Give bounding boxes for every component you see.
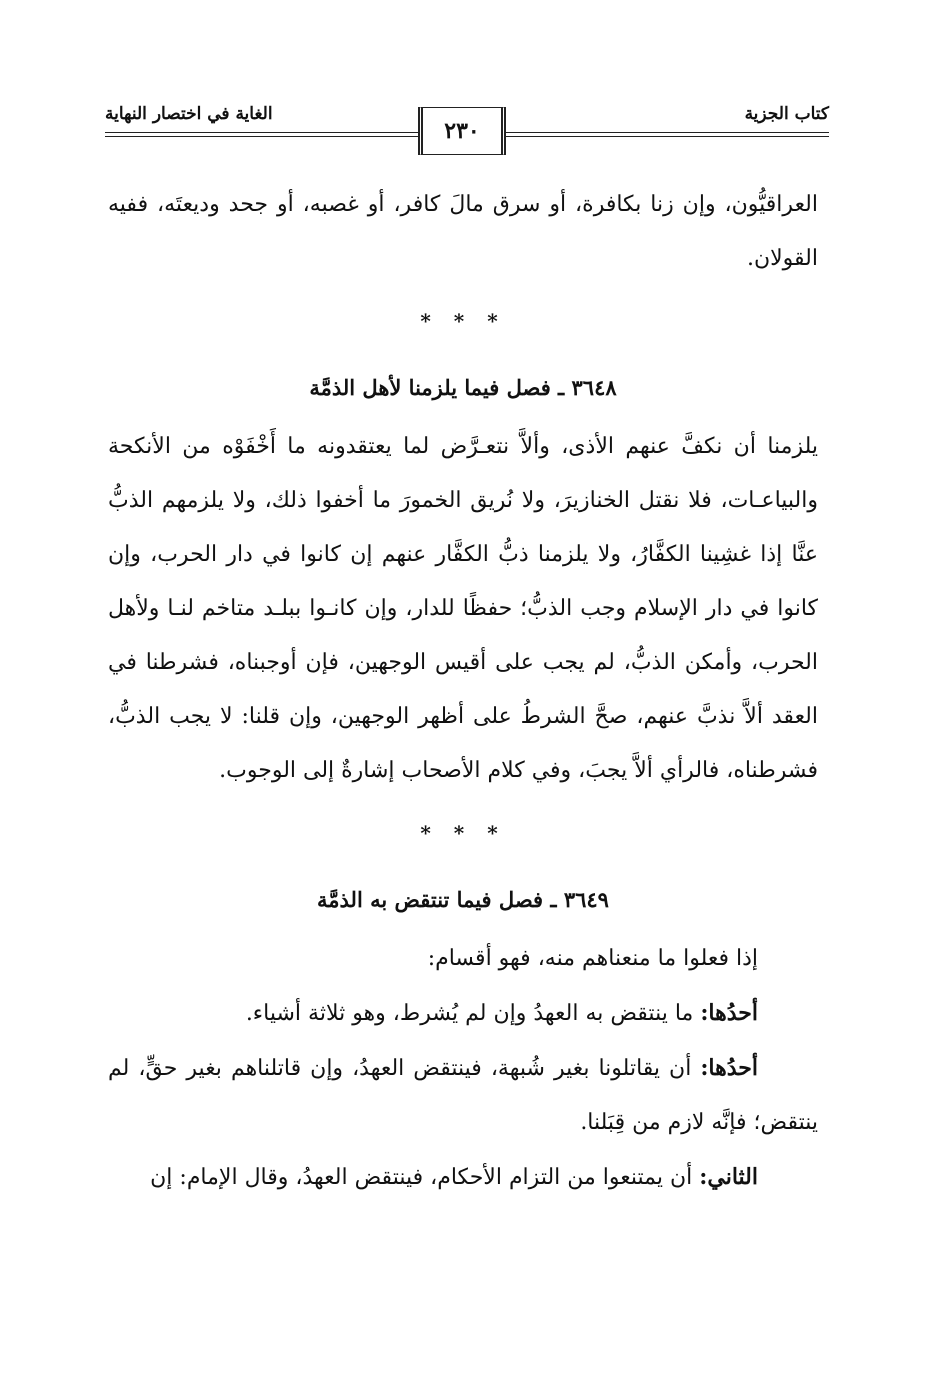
section-divider-2: * * * <box>420 821 506 845</box>
section-heading-3649: ٣٦٤٩ ـ فصل فيما تنتقض به الذمَّة <box>317 887 609 912</box>
paragraph-obligations: يلزمنا أن نكفَّ عنهم الأذى، وألاَّ نتعـرَّض لما يعتقدونه ما أَخْفَوْه من الأنكحة والبياعـات، فلا نقتل الخنازيرَ، ولا نُريق الخمورَ ما أخفوا ذلك، ولا يلزمهم الذبُّ عنَّا إذا غشِينا الكفَّارُ، ولا يلزمنا ذبُّ الكفَّار عنهم إن كانوا في دار الحرب، وإن كانوا في دار الإسلام وجب الذبُّ؛ حفظًا للدار، وإن كانـوا ببلـد متاخم لنـا ولأهل الحرب، وأمكن الذبُّ، لم يجب على أقيس الوجهين، فإن أوجبناه، فشرطنا في العقد ألاَّ نذبَّ عنهم، صحَّ الشرطُ على أظهر الوجهين، وإن قلنا: لا يجب الذبُّ، فشرطناه، فالرأي ألاَّ يجبَ، وفي كلام الأصحاب إشارةٌ إلى الوجوب. <box>108 434 818 783</box>
term-label: أحدُها: <box>700 1000 758 1026</box>
chapter-title: كتاب الجزية <box>744 104 829 124</box>
paragraph-intro: إذا فعلوا ما منعناهم منه، فهو أقسام: <box>427 946 758 971</box>
term-text: أن يقاتلونا بغير شُبهة، فينتقض العهدُ، وإن قاتلناهم بغير حقٍّ، لم ينتقض؛ فإنَّه لازم من قِبَلنا. <box>108 1056 818 1135</box>
term-label: أحدُها: <box>700 1055 758 1081</box>
section-divider: * * * <box>420 309 506 333</box>
term-label: الثاني: <box>699 1164 758 1190</box>
paragraph-first-item <box>108 1041 818 1150</box>
page-body <box>108 178 818 1205</box>
paragraph-second-item <box>108 1150 818 1205</box>
page-number-box <box>418 107 506 155</box>
term-text: أن يمتنعوا من التزام الأحكام، فينتقض العهدُ، وقال الإمام: إن <box>150 1165 700 1190</box>
page-number: ٢٣٠ <box>444 118 480 144</box>
term-text: ما ينتقض به العهدُ وإن لم يُشرط، وهو ثلاثة أشياء. <box>245 1001 701 1026</box>
book-title: الغاية في اختصار النهاية <box>105 104 273 124</box>
section-heading-3648: ٣٦٤٨ ـ فصل فيما يلزمنا لأهل الذمَّة <box>309 375 617 400</box>
paragraph-continuation: العراقيُّون، وإن زنا بكافرة، أو سرق مالَ كافر، أو غصبه، أو جحد وديعتَه، ففيه القولان. <box>108 192 818 271</box>
paragraph-first-category <box>108 986 818 1041</box>
